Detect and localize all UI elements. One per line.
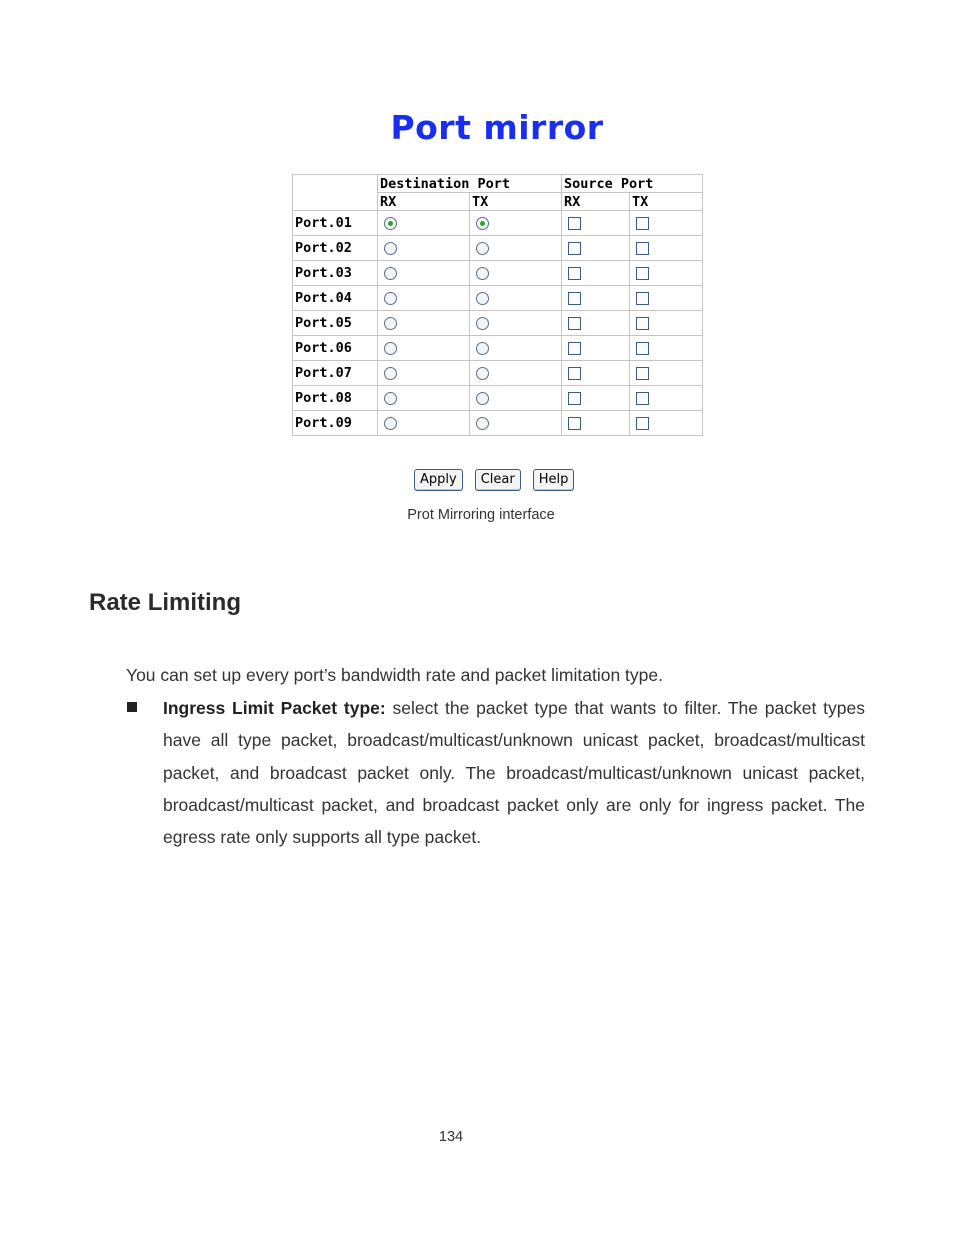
port-mirror-table <box>292 174 703 436</box>
dest-rx-radio[interactable] <box>384 417 397 430</box>
bullet-paragraph <box>163 692 865 853</box>
src-rx-checkbox[interactable] <box>568 267 581 280</box>
help-button[interactable]: Help <box>533 469 575 491</box>
src-tx-checkbox-cell <box>630 211 703 236</box>
dest-rx-radio[interactable] <box>384 217 397 230</box>
port-rows <box>293 211 703 436</box>
dest-rx-radio[interactable] <box>384 392 397 405</box>
port-label: Port.04 <box>293 286 378 311</box>
port-row <box>293 411 703 436</box>
port-row <box>293 211 703 236</box>
src-rx-checkbox-cell <box>562 336 630 361</box>
src-tx-header: TX <box>630 193 703 211</box>
src-tx-checkbox-cell <box>630 336 703 361</box>
src-rx-checkbox-cell <box>562 236 630 261</box>
dest-tx-radio-cell <box>470 336 562 361</box>
page-number: 134 <box>438 1129 464 1145</box>
dest-rx-header: RX <box>378 193 470 211</box>
src-rx-checkbox-cell <box>562 261 630 286</box>
dest-tx-radio[interactable] <box>476 217 489 230</box>
src-rx-checkbox[interactable] <box>568 367 581 380</box>
port-row <box>293 261 703 286</box>
dest-rx-radio-cell <box>378 286 470 311</box>
intro-paragraph: You can set up every port’s bandwidth rate and packet limitation type. <box>126 665 663 685</box>
src-tx-checkbox-cell <box>630 411 703 436</box>
dest-rx-radio[interactable] <box>384 242 397 255</box>
src-tx-checkbox-cell <box>630 361 703 386</box>
src-rx-checkbox-cell <box>562 411 630 436</box>
src-tx-checkbox-cell <box>630 386 703 411</box>
dest-rx-radio[interactable] <box>384 317 397 330</box>
src-tx-checkbox[interactable] <box>636 342 649 355</box>
dest-rx-radio[interactable] <box>384 292 397 305</box>
apply-button[interactable]: Apply <box>414 469 463 491</box>
dest-tx-radio-cell <box>470 411 562 436</box>
square-bullet-icon <box>127 702 137 712</box>
port-label: Port.02 <box>293 236 378 261</box>
bullet-description: select the packet type that wants to filter. The packet types have all type packet, broadcast/multicast/unknown unicast packet, broadcast/multicast packet, and broadcast packet only. The broadcast/multicast/unknown unicast packet, broadcast/multicast packet, and broadcast packet only are only for ingress packet. The egress rate only supports all type packet. <box>163 698 865 848</box>
port-row <box>293 236 703 261</box>
destination-port-header: Destination Port <box>378 175 562 193</box>
src-tx-checkbox[interactable] <box>636 267 649 280</box>
src-tx-checkbox[interactable] <box>636 242 649 255</box>
src-rx-checkbox-cell <box>562 311 630 336</box>
dest-tx-radio-cell <box>470 211 562 236</box>
source-port-header: Source Port <box>562 175 703 193</box>
dest-tx-radio-cell <box>470 361 562 386</box>
dest-rx-radio-cell <box>378 261 470 286</box>
src-tx-checkbox-cell <box>630 286 703 311</box>
dest-rx-radio-cell <box>378 336 470 361</box>
dest-rx-radio-cell <box>378 311 470 336</box>
port-label: Port.03 <box>293 261 378 286</box>
port-row <box>293 386 703 411</box>
src-tx-checkbox[interactable] <box>636 417 649 430</box>
dest-rx-radio-cell <box>378 361 470 386</box>
port-label: Port.05 <box>293 311 378 336</box>
src-rx-header: RX <box>562 193 630 211</box>
src-tx-checkbox-cell <box>630 311 703 336</box>
src-rx-checkbox[interactable] <box>568 242 581 255</box>
port-label: Port.06 <box>293 336 378 361</box>
src-tx-checkbox-cell <box>630 261 703 286</box>
dest-tx-radio[interactable] <box>476 242 489 255</box>
empty-header-cell <box>293 175 378 211</box>
src-rx-checkbox[interactable] <box>568 317 581 330</box>
src-rx-checkbox[interactable] <box>568 292 581 305</box>
dest-tx-radio-cell <box>470 386 562 411</box>
src-rx-checkbox[interactable] <box>568 217 581 230</box>
src-tx-checkbox[interactable] <box>636 392 649 405</box>
src-rx-checkbox[interactable] <box>568 417 581 430</box>
dest-rx-radio-cell <box>378 236 470 261</box>
src-rx-checkbox-cell <box>562 361 630 386</box>
dest-tx-radio-cell <box>470 286 562 311</box>
src-tx-checkbox[interactable] <box>636 317 649 330</box>
port-label: Port.01 <box>293 211 378 236</box>
dest-tx-radio[interactable] <box>476 367 489 380</box>
port-label: Port.09 <box>293 411 378 436</box>
src-tx-checkbox[interactable] <box>636 367 649 380</box>
port-row <box>293 361 703 386</box>
dest-tx-radio-cell <box>470 261 562 286</box>
dest-rx-radio-cell <box>378 386 470 411</box>
dest-tx-radio-cell <box>470 236 562 261</box>
src-tx-checkbox[interactable] <box>636 217 649 230</box>
src-tx-checkbox-cell <box>630 236 703 261</box>
src-rx-checkbox-cell <box>562 211 630 236</box>
src-rx-checkbox[interactable] <box>568 342 581 355</box>
figure-caption: Prot Mirroring interface <box>407 507 555 523</box>
dest-tx-header: TX <box>470 193 562 211</box>
dest-tx-radio[interactable] <box>476 392 489 405</box>
section-heading: Rate Limiting <box>89 589 242 616</box>
port-label: Port.07 <box>293 361 378 386</box>
port-row <box>293 311 703 336</box>
clear-button[interactable]: Clear <box>475 469 521 491</box>
dest-rx-radio[interactable] <box>384 367 397 380</box>
button-bar <box>414 469 574 491</box>
dest-rx-radio-cell <box>378 411 470 436</box>
port-row <box>293 336 703 361</box>
dest-tx-radio[interactable] <box>476 317 489 330</box>
bullet-term: Ingress Limit Packet type: <box>163 698 386 718</box>
dest-tx-radio[interactable] <box>476 292 489 305</box>
src-rx-checkbox-cell <box>562 286 630 311</box>
src-rx-checkbox-cell <box>562 386 630 411</box>
dest-rx-radio-cell <box>378 211 470 236</box>
dest-rx-radio[interactable] <box>384 267 397 280</box>
src-rx-checkbox[interactable] <box>568 392 581 405</box>
dest-rx-radio[interactable] <box>384 342 397 355</box>
dest-tx-radio[interactable] <box>476 417 489 430</box>
dest-tx-radio[interactable] <box>476 267 489 280</box>
src-tx-checkbox[interactable] <box>636 292 649 305</box>
dest-tx-radio-cell <box>470 311 562 336</box>
dest-tx-radio[interactable] <box>476 342 489 355</box>
port-row <box>293 286 703 311</box>
port-label: Port.08 <box>293 386 378 411</box>
page-title: Port mirror <box>390 108 604 147</box>
